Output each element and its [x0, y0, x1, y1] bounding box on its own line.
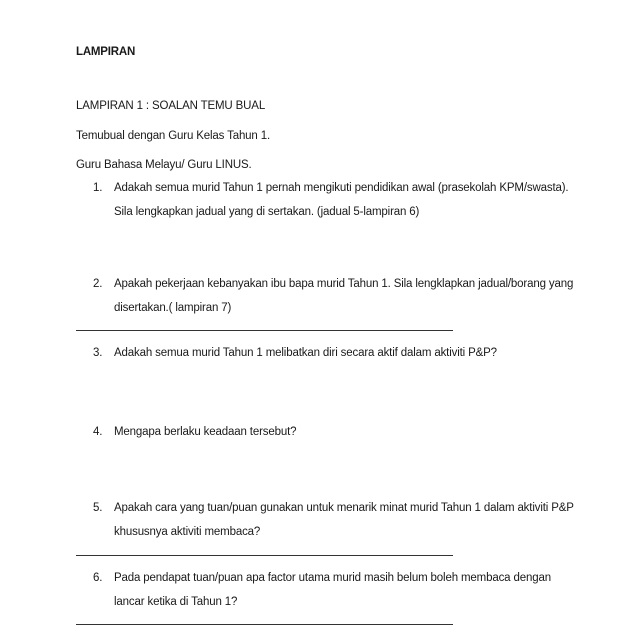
intro-text: Temubual dengan Guru Kelas Tahun 1.	[76, 130, 271, 142]
question-text: Adakah semua murid Tahun 1 pernah mengikuti pendidikan awal (prasekolah KPM/swasta). Sila lengkapkan jadual yang di sertakan. (jadual 5-lampiran 6)	[114, 182, 569, 218]
question-number: 4.	[93, 426, 103, 438]
question-text: Apakah cara yang tuan/puan gunakan untuk menarik minat murid Tahun 1 dalam aktiviti P&P khususnya aktiviti membaca?	[114, 502, 574, 538]
question-number: 2.	[93, 278, 103, 290]
question-number: 6.	[93, 572, 103, 584]
question-text: Mengapa berlaku keadaan tersebut?	[114, 426, 297, 438]
answer-line	[76, 624, 453, 625]
answer-line	[76, 330, 453, 331]
question-number: 5.	[93, 502, 103, 514]
question-text: Pada pendapat tuan/puan apa factor utama murid masih belum boleh membaca dengan lancar ketika di Tahun 1?	[114, 572, 551, 608]
question-text: Apakah pekerjaan kebanyakan ibu bapa murid Tahun 1. Sila lengklapkan jadual/borang yang disertakan.( lampiran 7)	[114, 278, 574, 314]
question-number: 3.	[93, 347, 103, 359]
answer-line	[76, 555, 453, 556]
question-number: 1.	[93, 182, 103, 194]
respondent-text: Guru Bahasa Melayu/ Guru LINUS.	[76, 159, 252, 171]
question-text: Adakah semua murid Tahun 1 melibatkan diri secara aktif dalam aktiviti P&P?	[114, 347, 497, 359]
section-subheading: LAMPIRAN 1 : SOALAN TEMU BUAL	[76, 100, 266, 112]
page-heading: LAMPIRAN	[76, 46, 136, 58]
